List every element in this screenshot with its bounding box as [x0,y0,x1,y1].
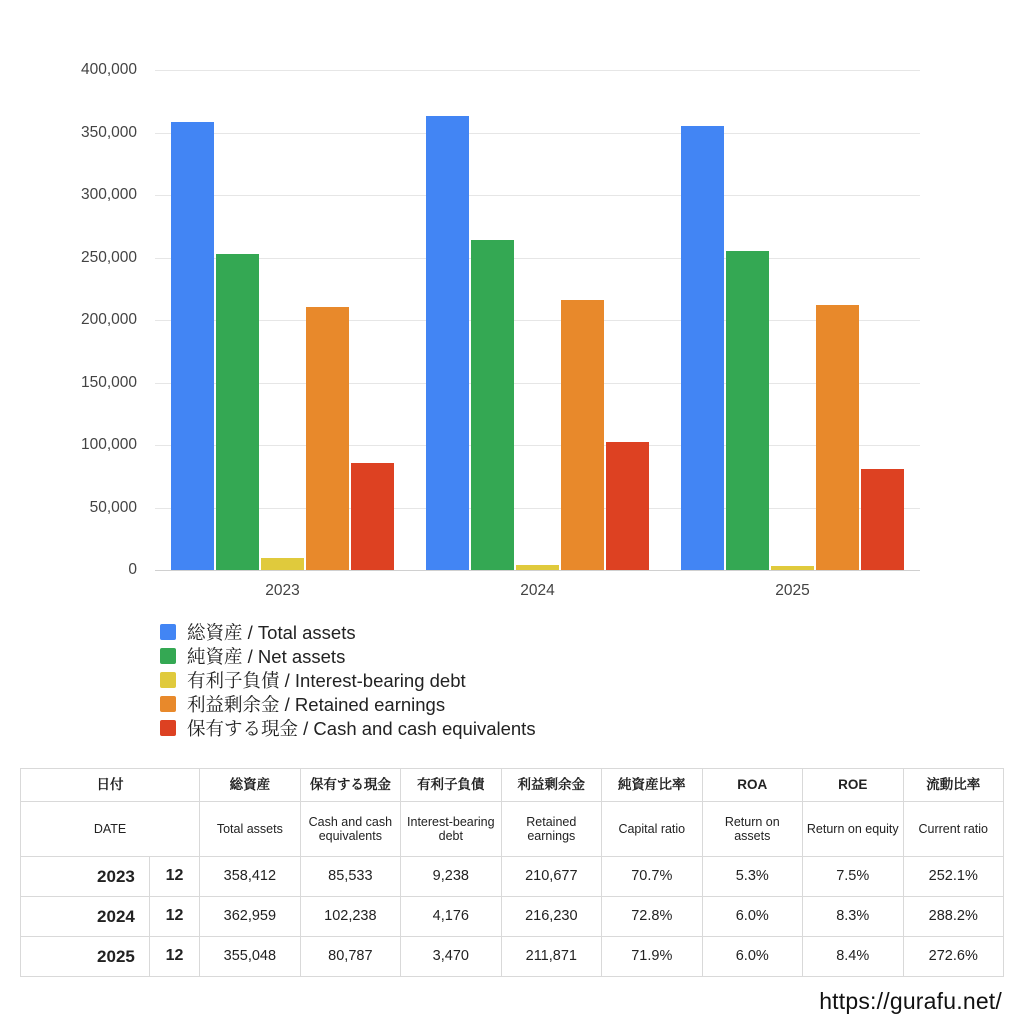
bar [561,300,604,570]
table-cell: 8.4% [803,937,903,977]
plot-area [155,70,920,570]
table-cell-month: 12 [149,857,199,897]
y-axis-tick-label: 150,000 [80,373,137,391]
legend-item [160,668,860,692]
table-cell: 5.3% [702,857,802,897]
table-cell: 6.0% [702,937,802,977]
bar-group [155,70,410,570]
bar [351,463,394,570]
table-cell: 72.8% [602,897,702,937]
table-cell: 355,048 [200,937,300,977]
y-axis-tick-label: 300,000 [80,186,137,203]
table-header [21,769,1004,857]
legend-item [160,644,860,668]
table-column-header-en: Return on assets [702,802,802,857]
legend-color-swatch [160,648,176,664]
legend-color-swatch [160,672,176,688]
legend-label: 純資産 / Net assets [187,646,346,667]
table-column-header-en: Return on equity [803,802,903,857]
table-body [21,857,1004,977]
bar-group-bars [155,70,410,570]
x-axis-tick-label: 2025 [775,582,810,599]
table-cell: 362,959 [200,897,300,937]
legend-label: 総資産 / Total assets [187,622,356,643]
legend-item [160,620,860,644]
table-cell: 272.6% [903,937,1004,977]
table-row [21,937,1004,977]
bar-group [665,70,920,570]
site-url: https://gurafu.net/ [819,988,1002,1014]
bar [426,116,469,570]
bar [471,240,514,570]
legend-color-swatch [160,624,176,640]
y-axis-labels [0,61,145,578]
bar-group-bars [410,70,665,570]
table-cell: 358,412 [200,857,300,897]
table-cell: 7.5% [803,857,903,897]
table-column-header-ja: ROE [803,769,903,802]
legend-label: 有利子負債 / Interest-bearing debt [187,670,466,691]
table-cell: 252.1% [903,857,1004,897]
table-column-header-ja: 日付 [21,769,200,802]
table-column-header-en: DATE [21,802,200,857]
table-cell-year: 2025 [21,937,150,977]
y-axis-tick-label: 100,000 [80,436,137,453]
table-cell: 4,176 [401,897,501,937]
bar [216,254,259,570]
table-header-row-ja [21,769,1004,802]
table-cell: 3,470 [401,937,501,977]
table-column-header-ja: 有利子負債 [401,769,501,802]
table-cell: 8.3% [803,897,903,937]
legend-label: 利益剰余金 / Retained earnings [187,694,446,715]
chart-legend [160,620,860,740]
table-column-header-ja: 総資産 [200,769,300,802]
bar [681,126,724,570]
bar [261,558,304,570]
table-column-header-ja: 利益剰余金 [501,769,601,802]
table-column-header-en: Retained earnings [501,802,601,857]
bar [771,566,814,570]
gridline [155,570,920,571]
y-axis-tick-label: 50,000 [89,498,137,516]
table-column-header-ja: 流動比率 [903,769,1004,802]
legend-item [160,716,860,740]
table-cell: 211,871 [501,937,601,977]
table-column-header-en: Current ratio [903,802,1004,857]
table-row [21,857,1004,897]
bar [171,122,214,570]
bar [816,305,859,570]
table-cell-month: 12 [149,937,199,977]
legend-item [160,692,860,716]
table-cell: 102,238 [300,897,400,937]
bar [306,307,349,570]
table-cell: 71.9% [602,937,702,977]
bar [726,251,769,570]
bar-group [410,70,665,570]
table-cell: 9,238 [401,857,501,897]
y-axis-tick-label: 0 [128,561,137,578]
table-cell-month: 12 [149,897,199,937]
y-axis-tick-label: 350,000 [80,123,137,141]
financial-data-table [20,768,1004,977]
table-column-header-en: Cash and cash equivalents [300,802,400,857]
table-column-header-ja: 純資産比率 [602,769,702,802]
table-cell-year: 2023 [21,857,150,897]
y-axis-tick-label: 250,000 [80,248,137,266]
table-column-header-en: Capital ratio [602,802,702,857]
bar-group-bars [665,70,920,570]
legend-color-swatch [160,696,176,712]
y-axis-tick-label: 400,000 [80,61,137,78]
bar [606,442,649,570]
legend-color-swatch [160,720,176,736]
x-axis-tick-label: 2024 [520,582,555,599]
bar [861,469,904,570]
table-cell: 6.0% [702,897,802,937]
table-header-row-en [21,802,1004,857]
y-axis-tick-label: 200,000 [80,311,137,328]
table-column-header-ja: 保有する現金 [300,769,400,802]
x-axis-tick-label: 2023 [265,582,300,599]
table-column-header-ja: ROA [702,769,802,802]
table-row [21,897,1004,937]
table-cell-year: 2024 [21,897,150,937]
table-cell: 288.2% [903,897,1004,937]
table-cell: 210,677 [501,857,601,897]
bar [516,565,559,570]
legend-label: 保有する現金 / Cash and cash equivalents [187,718,536,739]
table-cell: 85,533 [300,857,400,897]
table-cell: 216,230 [501,897,601,937]
table-cell: 80,787 [300,937,400,977]
table-column-header-en: Interest-bearing debt [401,802,501,857]
table-cell: 70.7% [602,857,702,897]
table-column-header-en: Total assets [200,802,300,857]
